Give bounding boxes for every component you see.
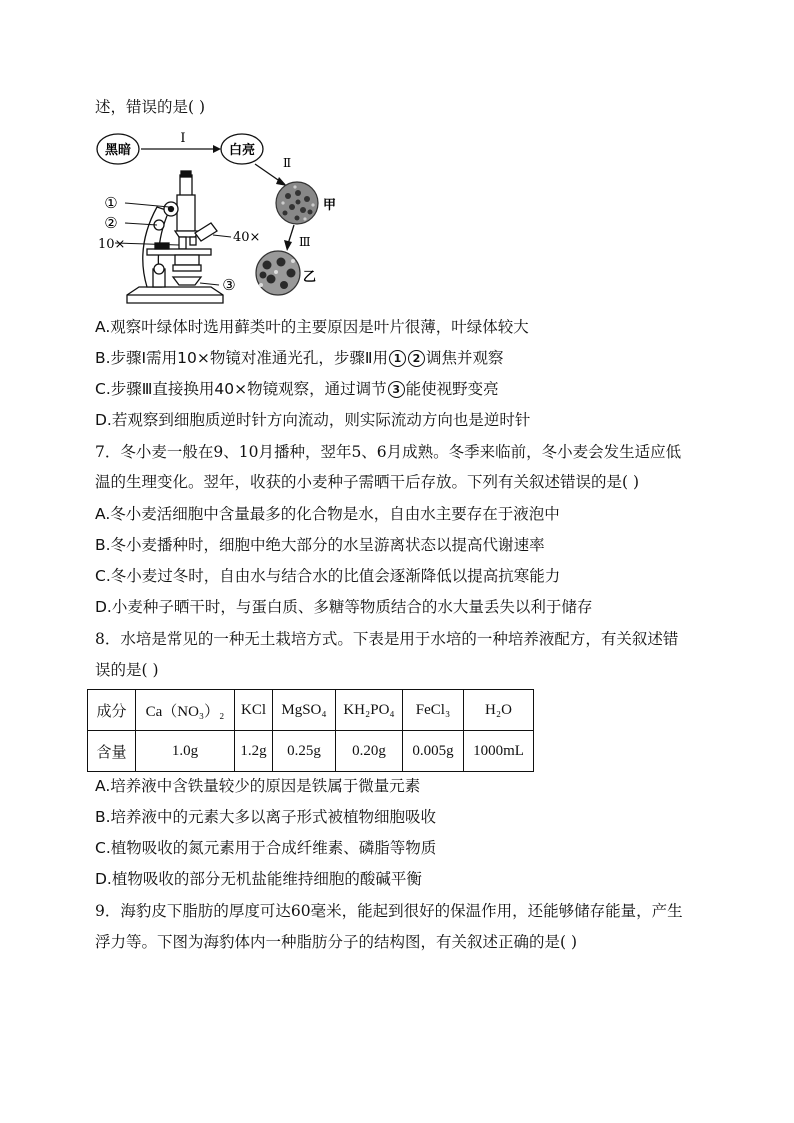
dark-state-label: 黑暗	[104, 143, 132, 158]
table-row	[88, 690, 534, 731]
q8-stem-line-2: 误的是( )	[95, 661, 159, 679]
q7-stem-line-2: 温的生理变化。翌年，收获的小麦种子需晒干后存放。下列有关叙述错误的是( )	[95, 473, 640, 491]
table-cell: Ca（NO₃）₂	[136, 690, 235, 731]
bright-state-label: 白亮	[228, 143, 256, 158]
table-cell: 0.005g	[403, 731, 464, 772]
step-1-label: Ⅰ	[180, 131, 186, 146]
mark-1: ①	[104, 194, 118, 212]
q6-option-c-tail: 能使视野变亮	[405, 380, 499, 398]
q6-option-c	[95, 379, 499, 399]
q6-option-c-text: C.步骤Ⅲ直接换用40×物镜观察，通过调节	[95, 380, 387, 398]
microscope-drawing	[127, 171, 223, 303]
stem-continuation: 述，错误的是( )	[95, 98, 206, 116]
label-yi: 乙	[303, 270, 317, 285]
q7-option-d: D.小麦种子晒干时，与蛋白质、多糖等物质结合的水大量丢失以利于储存	[95, 598, 593, 616]
q6-option-a: A.观察叶绿体时选用藓类叶的主要原因是叶片很薄，叶绿体较大	[95, 318, 529, 336]
microscope-procedure-figure	[95, 127, 365, 307]
table-cell: KH₂PO₄	[336, 690, 403, 731]
table-row	[88, 731, 534, 772]
objective-40x-label: 40×	[233, 230, 261, 245]
q9-stem-line-1: 9．海豹皮下脂肪的厚度可达60毫米，能起到很好的保温作用，还能够储存能量，产生	[95, 902, 683, 920]
q6-option-b-tail: 调焦并观察	[425, 349, 504, 367]
table-cell: MgSO₄	[273, 690, 336, 731]
circle-3-icon: 3	[388, 381, 405, 398]
q6-option-d: D.若观察到细胞质逆时针方向流动，则实际流动方向也是逆时针	[95, 411, 531, 429]
q8-option-d: D.植物吸收的部分无机盐能维持细胞的酸碱平衡	[95, 870, 422, 888]
q7-option-a: A.冬小麦活细胞中含量最多的化合物是水，自由水主要存在于液泡中	[95, 505, 560, 523]
mark-3: ③	[222, 276, 236, 294]
circle-1-icon: 1	[389, 350, 406, 367]
q9-stem-line-2: 浮力等。下图为海豹体内一种脂肪分子的结构图，有关叙述正确的是( )	[95, 933, 578, 951]
step-3-label: Ⅲ	[299, 235, 311, 249]
table-row-header: 含量	[88, 731, 136, 772]
q8-option-a: A.培养液中含铁量较少的原因是铁属于微量元素	[95, 777, 421, 795]
q6-option-b	[95, 348, 504, 368]
table-cell: 1.0g	[136, 731, 235, 772]
q6-option-b-text: B.步骤Ⅰ需用10×物镜对准通光孔，步骤Ⅱ用	[95, 349, 388, 367]
q7-stem-line-1: 7．冬小麦一般在9、10月播种，翌年5、6月成熟。冬季来临前，冬小麦会发生适应低	[95, 443, 682, 461]
table-row-header: 成分	[88, 690, 136, 731]
table-cell: 1.2g	[235, 731, 273, 772]
objective-10x-label: 10×	[98, 237, 126, 252]
table-cell: 0.20g	[336, 731, 403, 772]
table-cell: 0.25g	[273, 731, 336, 772]
nutrient-solution-table	[87, 689, 534, 772]
table-cell: 1000mL	[464, 731, 534, 772]
table-cell: KCl	[235, 690, 273, 731]
mark-2: ②	[104, 214, 118, 232]
step-2-label: Ⅱ	[283, 156, 292, 170]
circle-2-icon: 2	[408, 350, 425, 367]
label-jia: 甲	[323, 198, 337, 213]
q8-option-c: C.植物吸收的氮元素用于合成纤维素、磷脂等物质	[95, 839, 437, 857]
q7-option-c: C.冬小麦过冬时，自由水与结合水的比值会逐渐降低以提高抗寒能力	[95, 567, 561, 585]
q7-option-b: B.冬小麦播种时，细胞中绝大部分的水呈游离状态以提高代谢速率	[95, 536, 545, 554]
q8-stem-line-1: 8．水培是常见的一种无土栽培方式。下表是用于水培的一种培养液配方，有关叙述错	[95, 630, 679, 648]
table-cell: H₂O	[464, 690, 534, 731]
table-cell: FeCl₃	[403, 690, 464, 731]
q8-option-b: B.培养液中的元素大多以离子形式被植物细胞吸收	[95, 808, 437, 826]
